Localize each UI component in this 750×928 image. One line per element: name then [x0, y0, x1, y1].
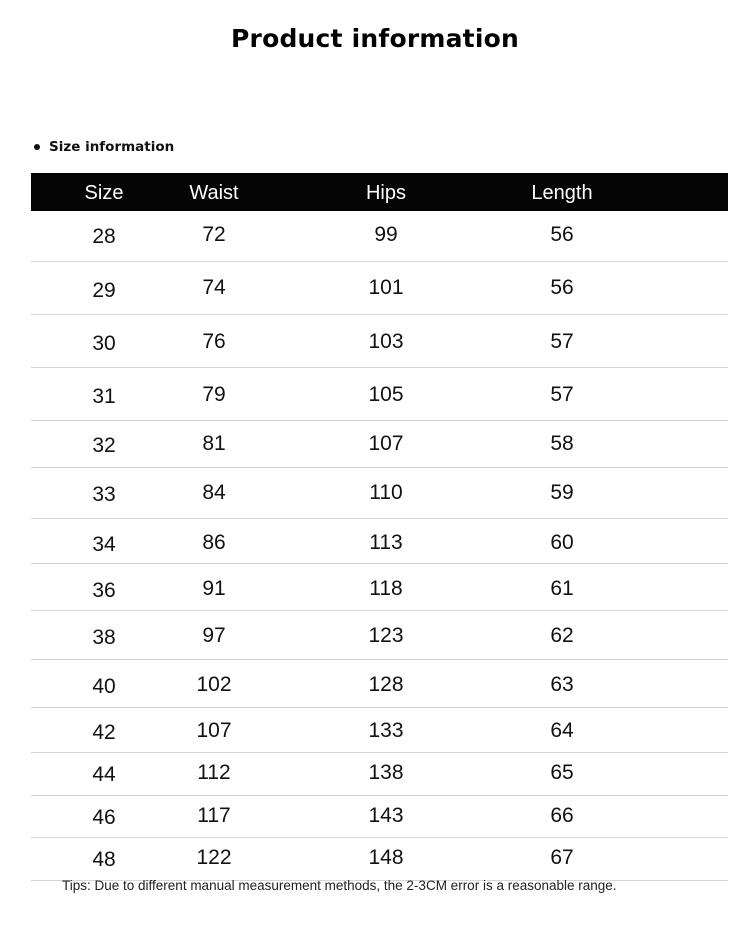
- cell-hips: 123: [368, 624, 404, 647]
- cell-size: 31: [92, 385, 116, 408]
- cell-hips: 143: [368, 804, 404, 827]
- table-row: [31, 753, 728, 796]
- cell-length: 64: [550, 719, 574, 742]
- cell-size: 38: [92, 626, 116, 649]
- cell-size: 30: [92, 332, 116, 355]
- table-row: [31, 315, 728, 368]
- cell-waist: 86: [202, 531, 226, 554]
- table-row: [31, 564, 728, 611]
- cell-waist: 76: [202, 330, 226, 353]
- cell-hips: 128: [368, 673, 404, 696]
- cell-waist: 107: [196, 719, 232, 742]
- cell-size: 34: [92, 533, 116, 556]
- cell-waist: 79: [202, 383, 226, 406]
- section-heading-label: Size information: [49, 139, 175, 155]
- table-row: [31, 660, 728, 708]
- cell-length: 57: [550, 330, 574, 353]
- cell-waist: 84: [202, 481, 226, 504]
- header-size: Size: [84, 182, 124, 204]
- cell-waist: 97: [202, 624, 226, 647]
- table-row: [31, 796, 728, 838]
- table-row: [31, 708, 728, 753]
- table-row: [31, 211, 728, 262]
- cell-hips: 148: [368, 846, 404, 869]
- tips-note: Tips: Due to different manual measurement methods, the 2-3CM error is a reasonable range.: [62, 878, 617, 893]
- cell-length: 56: [550, 223, 574, 246]
- table-header-row: [31, 173, 728, 211]
- cell-size: 44: [92, 763, 116, 786]
- bullet-icon: [34, 144, 40, 150]
- cell-length: 56: [550, 276, 574, 299]
- cell-size: 33: [92, 483, 116, 506]
- cell-waist: 117: [197, 804, 231, 827]
- cell-size: 29: [92, 279, 116, 302]
- cell-length: 63: [550, 673, 574, 696]
- cell-size: 46: [92, 806, 116, 829]
- cell-waist: 74: [202, 276, 226, 299]
- section-heading: [34, 139, 174, 155]
- cell-length: 66: [550, 804, 574, 827]
- cell-length: 57: [550, 383, 574, 406]
- cell-waist: 102: [196, 673, 232, 696]
- cell-waist: 112: [197, 761, 231, 784]
- table-row: [31, 421, 728, 468]
- header-hips: Hips: [365, 182, 406, 204]
- cell-length: 60: [550, 531, 574, 554]
- cell-size: 28: [92, 225, 116, 248]
- cell-hips: 103: [368, 330, 404, 353]
- cell-hips: 101: [368, 276, 404, 299]
- cell-length: 62: [550, 624, 574, 647]
- header-length: Length: [531, 182, 593, 204]
- cell-length: 61: [550, 577, 574, 600]
- cell-size: 48: [92, 848, 116, 871]
- cell-length: 58: [550, 432, 574, 455]
- table-row: [31, 468, 728, 519]
- cell-waist: 72: [202, 223, 226, 246]
- table-row: [31, 368, 728, 421]
- cell-hips: 138: [368, 761, 404, 784]
- cell-length: 59: [550, 481, 574, 504]
- cell-waist: 91: [202, 577, 226, 600]
- cell-size: 42: [92, 721, 116, 744]
- cell-length: 67: [550, 846, 574, 869]
- cell-waist: 81: [202, 432, 226, 455]
- size-table: [31, 173, 728, 881]
- table-row: [31, 838, 728, 881]
- cell-hips: 99: [374, 223, 398, 246]
- cell-hips: 105: [368, 383, 404, 406]
- cell-size: 32: [92, 434, 116, 457]
- table-body: [31, 211, 728, 881]
- cell-hips: 107: [368, 432, 404, 455]
- cell-hips: 133: [368, 719, 404, 742]
- cell-waist: 122: [196, 846, 232, 869]
- cell-hips: 113: [369, 531, 403, 554]
- cell-length: 65: [550, 761, 574, 784]
- table-row: [31, 519, 728, 564]
- header-waist: Waist: [189, 182, 239, 204]
- cell-size: 40: [92, 675, 116, 698]
- table-row: [31, 611, 728, 660]
- cell-hips: 110: [369, 481, 403, 504]
- page-title: Product information: [231, 24, 519, 53]
- cell-hips: 118: [369, 577, 403, 600]
- cell-size: 36: [92, 579, 116, 602]
- table-row: [31, 262, 728, 315]
